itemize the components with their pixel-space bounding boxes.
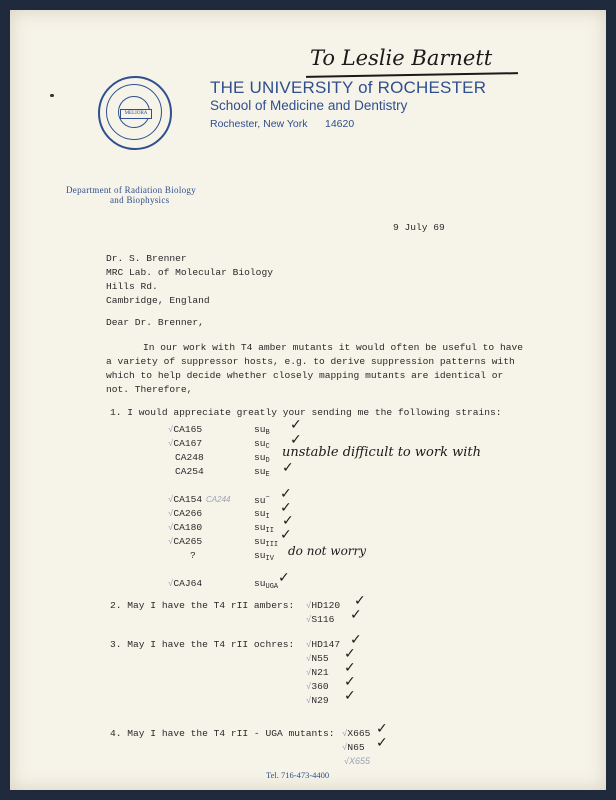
check-mark: ✓ bbox=[354, 593, 366, 609]
body-line: which to help decide whether closely mapping mutants are identical or bbox=[106, 370, 504, 381]
strain-name: √CA265 bbox=[168, 536, 203, 547]
suppressor: $su_{III}$ bbox=[254, 536, 279, 549]
strain-name: √CA154 bbox=[168, 494, 203, 505]
check-mark: ✓ bbox=[290, 417, 302, 433]
request-item-1: 1. I would appreciate greatly your sending me the following strains: bbox=[110, 407, 502, 418]
recipient-line: Cambridge, England bbox=[106, 295, 210, 306]
salutation: Dear Dr. Brenner, bbox=[106, 317, 204, 328]
strain-name: CA248 bbox=[175, 452, 204, 463]
university-title: THE UNIVERSITY of ROCHESTER bbox=[210, 78, 487, 97]
handwritten-note-donotworry: do not worry bbox=[288, 544, 367, 558]
suppressor: $su_I$ bbox=[254, 508, 270, 521]
strain-name: √CA165 bbox=[168, 424, 203, 435]
suppressor: $su_B$ bbox=[254, 424, 270, 437]
department-line2: and Biophysics bbox=[110, 195, 170, 205]
amber-mutant: √S116 bbox=[306, 614, 335, 625]
check-mark: ✓ bbox=[344, 674, 356, 690]
ochre-mutant: √360 bbox=[306, 681, 329, 692]
suppressor: su− bbox=[254, 494, 270, 507]
check-mark: ✓ bbox=[282, 513, 294, 529]
strain-name: √CA180 bbox=[168, 522, 203, 533]
suppressor: $su_{II}$ bbox=[254, 522, 274, 535]
amber-mutant: √HD120 bbox=[306, 600, 341, 611]
check-mark: ✓ bbox=[280, 527, 292, 543]
body-line: a variety of suppressor hosts, e.g. to derive suppression patterns with bbox=[106, 356, 515, 367]
strain-name: √CA167 bbox=[168, 438, 203, 449]
recipient-line: MRC Lab. of Molecular Biology bbox=[106, 267, 273, 278]
check-mark: ✓ bbox=[376, 721, 388, 737]
request-item-3: 3. May I have the T4 rII ochres: bbox=[110, 639, 295, 650]
city: Rochester, New York bbox=[210, 118, 308, 130]
strain-name: √CAJ64 bbox=[168, 578, 203, 589]
recipient-line: Hills Rd. bbox=[106, 281, 158, 292]
check-mark: ✓ bbox=[350, 607, 362, 623]
strain-name: CA254 bbox=[175, 466, 204, 477]
pencil-mark bbox=[50, 94, 54, 97]
university-seal bbox=[98, 76, 172, 150]
check-mark: ✓ bbox=[280, 486, 292, 502]
check-mark: ✓ bbox=[376, 735, 388, 751]
letter-page bbox=[10, 10, 606, 790]
request-item-2: 2. May I have the T4 rII ambers: bbox=[110, 600, 295, 611]
check-mark: ✓ bbox=[344, 688, 356, 704]
strain-name: √CA266 bbox=[168, 508, 203, 519]
suppressor: $su_C$ bbox=[254, 438, 270, 451]
check-mark: ✓ bbox=[280, 500, 292, 516]
check-mark: ✓ bbox=[278, 570, 290, 586]
body-line: In our work with T4 amber mutants it would often be useful to have bbox=[143, 342, 523, 353]
suppressor: $su_E$ bbox=[254, 466, 270, 479]
letter-date: 9 July 69 bbox=[393, 222, 445, 233]
check-mark: ✓ bbox=[290, 432, 302, 448]
check-mark: ✓ bbox=[344, 660, 356, 676]
suppressor: $su_{UGA}$ bbox=[254, 578, 279, 591]
suppressor: $su_D$ bbox=[254, 452, 270, 465]
request-item-4: 4. May I have the T4 rII - UGA mutants: bbox=[110, 728, 335, 739]
ochre-mutant: √N29 bbox=[306, 695, 329, 706]
seal-motto: MELIORA bbox=[120, 109, 152, 119]
uga-mutant: √N65 bbox=[342, 742, 365, 753]
recipient-line: Dr. S. Brenner bbox=[106, 253, 187, 264]
check-mark: ✓ bbox=[282, 460, 294, 476]
handwritten-note-top: To Leslie Barnett bbox=[310, 46, 493, 70]
check-mark: ✓ bbox=[350, 632, 362, 648]
suppressor: $su_{IV}$ bbox=[254, 550, 274, 563]
check-mark: ✓ bbox=[344, 646, 356, 662]
school-name: School of Medicine and Dentistry bbox=[210, 98, 408, 113]
footer-telephone: Tel. 716-473-4400 bbox=[266, 770, 330, 780]
strain-name: ? bbox=[190, 550, 196, 561]
handwritten-note-unstable: unstable difficult to work with bbox=[282, 445, 481, 460]
body-line: not. Therefore, bbox=[106, 384, 193, 395]
zip-code: 14620 bbox=[325, 118, 355, 130]
ochre-mutant: √N21 bbox=[306, 667, 329, 678]
ochre-mutant: √HD147 bbox=[306, 639, 341, 650]
note-underline bbox=[306, 72, 518, 78]
department-line1: Department of Radiation Biology bbox=[66, 185, 197, 195]
pencil-note-x655: √X655 bbox=[344, 756, 370, 766]
pencil-note-ca244: CA244 bbox=[206, 495, 231, 504]
uga-mutant: √X665 bbox=[342, 728, 371, 739]
ochre-mutant: √N55 bbox=[306, 653, 329, 664]
